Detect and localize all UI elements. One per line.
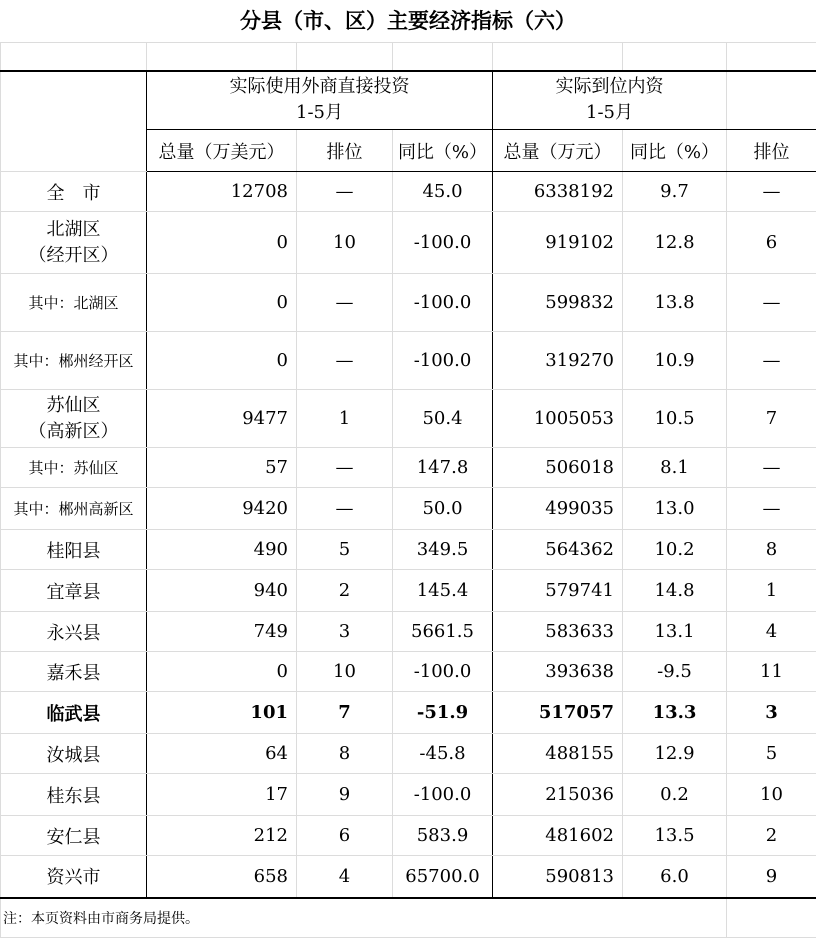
dom-total-cell: 506018 (493, 448, 623, 488)
region-cell: 其中：郴州经开区 (1, 332, 147, 390)
dom-group-label: 实际到位内资 (555, 76, 664, 98)
fdi-rank-cell: 10 (297, 652, 393, 692)
fdi-total-cell: 101 (147, 692, 297, 734)
table-row (1, 332, 816, 390)
dom-yoy-cell: 9.7 (623, 172, 727, 212)
table-row (1, 212, 816, 274)
dom-yoy-cell: 14.8 (623, 570, 727, 612)
fdi-total-cell: 9477 (147, 390, 297, 448)
dom-yoy-cell: 13.0 (623, 488, 727, 530)
fdi-yoy-cell: -100.0 (393, 774, 493, 816)
fdi-rank-cell: — (297, 332, 393, 390)
dom-total-cell: 1005053 (493, 390, 623, 448)
table-row (1, 652, 816, 692)
fdi-total-cell: 0 (147, 212, 297, 274)
region-name: 北湖区 (46, 218, 101, 240)
region-cell: 其中：苏仙区 (1, 448, 147, 488)
region-cell (1, 390, 147, 448)
dom-total-cell: 517057 (493, 692, 623, 734)
dom-total-cell: 919102 (493, 212, 623, 274)
table-row (1, 172, 816, 212)
fdi-rank-cell: 10 (297, 212, 393, 274)
region-name: 苏仙区 (46, 394, 101, 416)
dom-rank-cell: 8 (727, 530, 816, 570)
dom-rank-cell: 5 (727, 734, 816, 774)
region-cell: 桂阳县 (1, 530, 147, 570)
dom-total-cell: 481602 (493, 816, 623, 856)
dom-yoy-cell: -9.5 (623, 652, 727, 692)
fdi-rank-cell: 5 (297, 530, 393, 570)
spacer-row (1, 43, 816, 71)
fdi-total-cell: 490 (147, 530, 297, 570)
page-title: 分县（市、区）主要经济指标（六） (240, 9, 576, 33)
fdi-rank-cell: — (297, 274, 393, 332)
table-row (1, 274, 816, 332)
fdi-rank-cell: 6 (297, 816, 393, 856)
dom-rank-cell: 4 (727, 612, 816, 652)
table-row (1, 530, 816, 570)
table-row (1, 570, 816, 612)
dom-rank-cell: — (727, 488, 816, 530)
region-cell: 嘉禾县 (1, 652, 147, 692)
dom-total-cell: 6338192 (493, 172, 623, 212)
fdi-rank-cell: 3 (297, 612, 393, 652)
region-header-cell (1, 71, 147, 172)
fdi-group-label: 实际使用外商直接投资 (229, 76, 410, 98)
fdi-rank-cell: — (297, 448, 393, 488)
dom-rank-cell: 10 (727, 774, 816, 816)
fdi-rank-cell: 2 (297, 570, 393, 612)
fdi-total-cell: 12708 (147, 172, 297, 212)
col-fdi-yoy: 同比（%） (393, 130, 493, 172)
fdi-yoy-cell: -100.0 (393, 652, 493, 692)
dom-total-cell: 215036 (493, 774, 623, 816)
region-cell: 安仁县 (1, 816, 147, 856)
region-cell: 全 市 (1, 172, 147, 212)
dom-group-header (493, 71, 727, 130)
fdi-yoy-cell: 349.5 (393, 530, 493, 570)
dom-rank-cell: 3 (727, 692, 816, 734)
fdi-total-cell: 0 (147, 652, 297, 692)
fdi-yoy-cell: -100.0 (393, 274, 493, 332)
dom-rank-cell: 7 (727, 390, 816, 448)
dom-total-cell: 583633 (493, 612, 623, 652)
table-row (1, 816, 816, 856)
fdi-yoy-cell: -51.9 (393, 692, 493, 734)
fdi-rank-cell: 9 (297, 774, 393, 816)
dom-group-header-blank (727, 71, 816, 130)
fdi-yoy-cell: 5661.5 (393, 612, 493, 652)
dom-total-cell: 319270 (493, 332, 623, 390)
dom-rank-cell: 1 (727, 570, 816, 612)
fdi-group-header (147, 71, 493, 130)
dom-total-cell: 564362 (493, 530, 623, 570)
dom-rank-cell: — (727, 172, 816, 212)
dom-yoy-cell: 10.5 (623, 390, 727, 448)
dom-yoy-cell: 13.5 (623, 816, 727, 856)
fdi-yoy-cell: -100.0 (393, 212, 493, 274)
dom-total-cell: 393638 (493, 652, 623, 692)
fdi-total-cell: 0 (147, 274, 297, 332)
fdi-total-cell: 658 (147, 856, 297, 898)
dom-yoy-cell: 0.2 (623, 774, 727, 816)
region-subname: （高新区） (28, 420, 119, 442)
table-row (1, 692, 816, 734)
dom-rank-cell: 9 (727, 856, 816, 898)
table-row (1, 448, 816, 488)
dom-rank-cell: — (727, 332, 816, 390)
fdi-total-cell: 0 (147, 332, 297, 390)
table-row (1, 774, 816, 816)
fdi-rank-cell: 4 (297, 856, 393, 898)
fdi-total-cell: 212 (147, 816, 297, 856)
fdi-rank-cell: — (297, 172, 393, 212)
note-row (1, 898, 816, 938)
footnote: 注：本页资料由市商务局提供。 (1, 898, 727, 938)
fdi-yoy-cell: 45.0 (393, 172, 493, 212)
region-subname: （经开区） (28, 244, 119, 266)
dom-yoy-cell: 13.8 (623, 274, 727, 332)
dom-yoy-cell: 6.0 (623, 856, 727, 898)
dom-yoy-cell: 13.3 (623, 692, 727, 734)
col-fdi-rank: 排位 (297, 130, 393, 172)
dom-group-period: 1-5月 (586, 102, 633, 124)
fdi-yoy-cell: 65700.0 (393, 856, 493, 898)
fdi-rank-cell: 1 (297, 390, 393, 448)
col-fdi-total: 总量（万美元） (147, 130, 297, 172)
region-cell: 其中：北湖区 (1, 274, 147, 332)
fdi-total-cell: 17 (147, 774, 297, 816)
fdi-yoy-cell: 147.8 (393, 448, 493, 488)
fdi-yoy-cell: -100.0 (393, 332, 493, 390)
fdi-yoy-cell: 583.9 (393, 816, 493, 856)
region-cell: 宜章县 (1, 570, 147, 612)
header-group-row (1, 71, 816, 130)
dom-yoy-cell: 8.1 (623, 448, 727, 488)
fdi-rank-cell: — (297, 488, 393, 530)
table-row (1, 856, 816, 898)
fdi-total-cell: 57 (147, 448, 297, 488)
dom-yoy-cell: 10.2 (623, 530, 727, 570)
fdi-total-cell: 9420 (147, 488, 297, 530)
region-cell: 汝城县 (1, 734, 147, 774)
fdi-yoy-cell: 50.4 (393, 390, 493, 448)
region-cell: 临武县 (1, 692, 147, 734)
data-rows (1, 172, 816, 898)
dom-rank-cell: — (727, 448, 816, 488)
dom-total-cell: 590813 (493, 856, 623, 898)
table-row (1, 612, 816, 652)
fdi-rank-cell: 7 (297, 692, 393, 734)
dom-yoy-cell: 12.8 (623, 212, 727, 274)
dom-rank-cell: 11 (727, 652, 816, 692)
dom-rank-cell: 2 (727, 816, 816, 856)
region-cell (1, 212, 147, 274)
region-cell: 其中：郴州高新区 (1, 488, 147, 530)
fdi-total-cell: 64 (147, 734, 297, 774)
dom-rank-cell: 6 (727, 212, 816, 274)
col-dom-yoy: 同比（%） (623, 130, 727, 172)
dom-total-cell: 488155 (493, 734, 623, 774)
fdi-rank-cell: 8 (297, 734, 393, 774)
dom-rank-cell: — (727, 274, 816, 332)
fdi-total-cell: 940 (147, 570, 297, 612)
region-cell: 桂东县 (1, 774, 147, 816)
dom-yoy-cell: 13.1 (623, 612, 727, 652)
col-dom-rank: 排位 (727, 130, 816, 172)
table-row (1, 390, 816, 448)
fdi-yoy-cell: -45.8 (393, 734, 493, 774)
fdi-group-period: 1-5月 (296, 102, 343, 124)
dom-total-cell: 599832 (493, 274, 623, 332)
fdi-total-cell: 749 (147, 612, 297, 652)
fdi-yoy-cell: 50.0 (393, 488, 493, 530)
fdi-yoy-cell: 145.4 (393, 570, 493, 612)
table-row (1, 488, 816, 530)
dom-total-cell: 499035 (493, 488, 623, 530)
dom-yoy-cell: 10.9 (623, 332, 727, 390)
table-row (1, 734, 816, 774)
indicator-table (0, 42, 816, 938)
col-dom-total: 总量（万元） (493, 130, 623, 172)
dom-yoy-cell: 12.9 (623, 734, 727, 774)
dom-total-cell: 579741 (493, 570, 623, 612)
region-cell: 资兴市 (1, 856, 147, 898)
region-cell: 永兴县 (1, 612, 147, 652)
